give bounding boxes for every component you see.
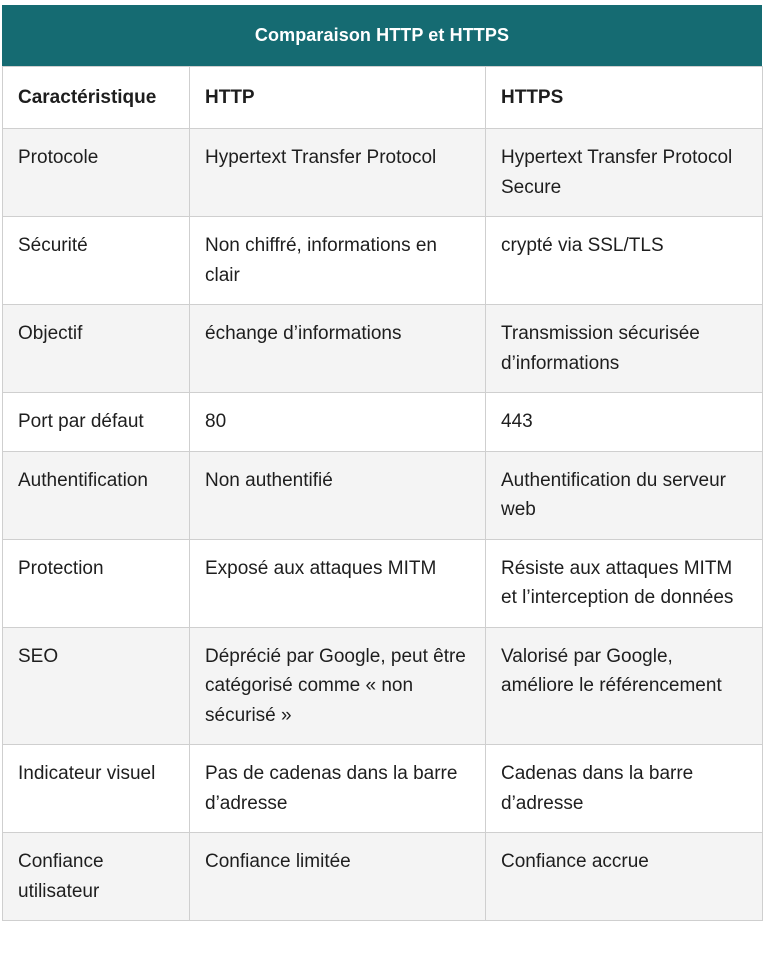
table-row: [3, 451, 763, 539]
header-http: HTTP: [190, 67, 486, 129]
cell-https: crypté via SSL/TLS: [486, 217, 763, 305]
cell-https: Valorisé par Google, améliore le référencement: [486, 627, 763, 745]
cell-https: Confiance accrue: [486, 833, 763, 921]
cell-characteristic: Authentification: [3, 451, 190, 539]
table-row: [3, 305, 763, 393]
comparison-table: [2, 66, 763, 921]
cell-http: Déprécié par Google, peut être catégorisé comme « non sécurisé »: [190, 627, 486, 745]
header-https: HTTPS: [486, 67, 763, 129]
header-characteristic: Caractéristique: [3, 67, 190, 129]
cell-http: Hypertext Transfer Protocol: [190, 129, 486, 217]
cell-characteristic: Sécurité: [3, 217, 190, 305]
cell-characteristic: Protocole: [3, 129, 190, 217]
cell-http: échange d’informations: [190, 305, 486, 393]
table-title: Comparaison HTTP et HTTPS: [2, 5, 762, 66]
cell-http: 80: [190, 393, 486, 452]
table-row: [3, 627, 763, 745]
cell-http: Confiance limitée: [190, 833, 486, 921]
table-row: [3, 129, 763, 217]
cell-characteristic: SEO: [3, 627, 190, 745]
cell-characteristic: Protection: [3, 539, 190, 627]
cell-https: 443: [486, 393, 763, 452]
cell-https: Résiste aux attaques MITM et l’interception de données: [486, 539, 763, 627]
table-row: [3, 393, 763, 452]
cell-characteristic: Objectif: [3, 305, 190, 393]
comparison-table-container: [2, 5, 762, 921]
cell-http: Non authentifié: [190, 451, 486, 539]
cell-https: Cadenas dans la barre d’adresse: [486, 745, 763, 833]
cell-characteristic: Port par défaut: [3, 393, 190, 452]
header-row: [3, 67, 763, 129]
cell-https: Authentification du serveur web: [486, 451, 763, 539]
cell-http: Exposé aux attaques MITM: [190, 539, 486, 627]
cell-http: Non chiffré, informations en clair: [190, 217, 486, 305]
table-row: [3, 217, 763, 305]
cell-characteristic: Confiance utilisateur: [3, 833, 190, 921]
table-row: [3, 539, 763, 627]
cell-https: Transmission sécurisée d’informations: [486, 305, 763, 393]
cell-characteristic: Indicateur visuel: [3, 745, 190, 833]
cell-http: Pas de cadenas dans la barre d’adresse: [190, 745, 486, 833]
table-row: [3, 745, 763, 833]
table-row: [3, 833, 763, 921]
cell-https: Hypertext Transfer Protocol Secure: [486, 129, 763, 217]
